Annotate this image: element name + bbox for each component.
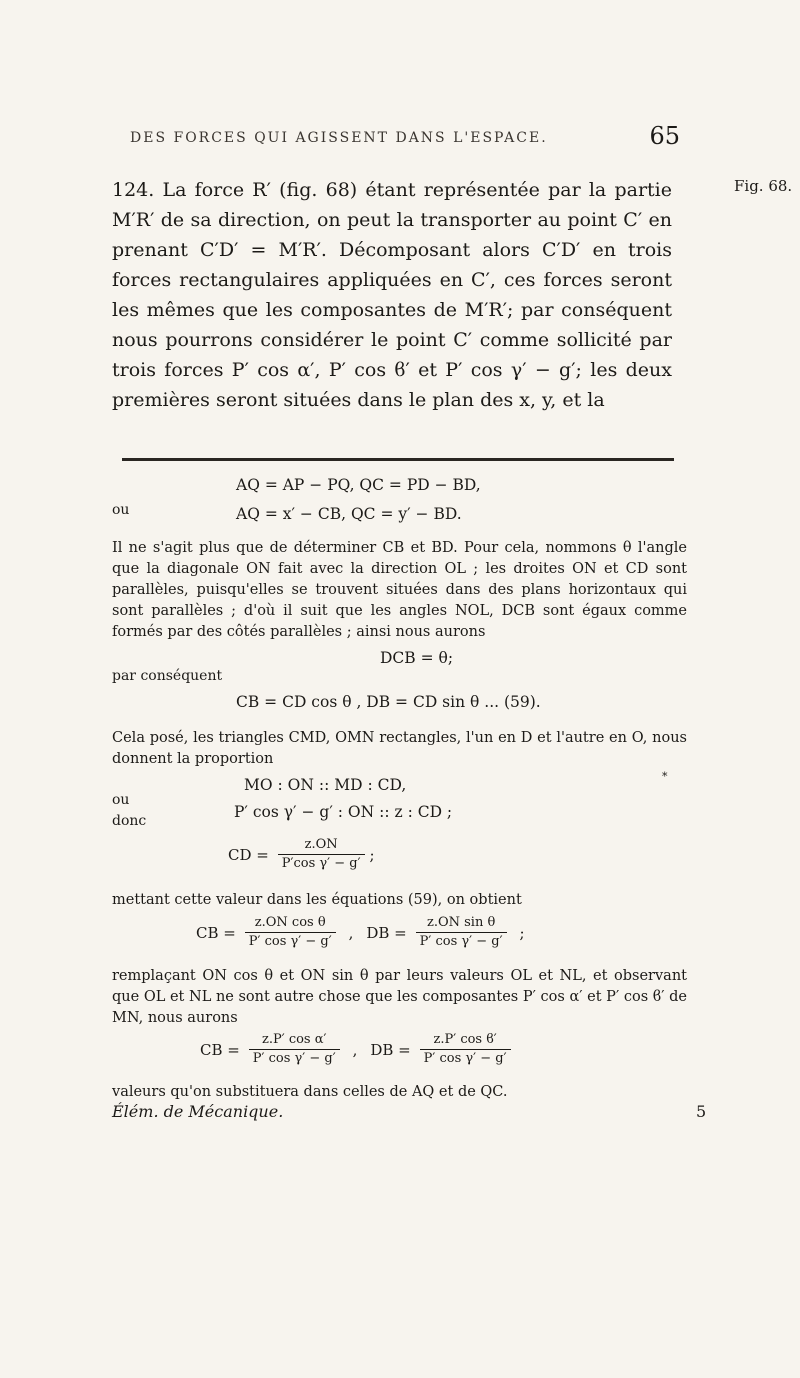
ou-label: ou: [112, 502, 130, 518]
cb2-label: CB =: [200, 1040, 240, 1059]
cb2-denominator: P′ cos γ′ − g′: [252, 1051, 336, 1066]
page-number: 65: [649, 122, 680, 150]
equation-proportion: MO : ON :: MD : CD,: [244, 776, 407, 794]
equation-59: CB = CD cos θ , DB = CD sin θ ... (59).: [236, 693, 541, 711]
cd-denominator: P′cos γ′ − g′: [281, 856, 361, 871]
db2-numerator: z.P′ cos ϐ′: [420, 1031, 511, 1050]
db2-fraction: [420, 1031, 511, 1068]
db2-label: DB =: [370, 1040, 411, 1059]
footer-book-title: Élém. de Mécanique.: [112, 1102, 284, 1121]
cb2-numerator: z.P′ cos α′: [249, 1031, 340, 1050]
note-paragraph-2: Cela posé, les triangles CMD, OMN rectangles, l'un en D et l'autre en O, nous donnent la proportion: [112, 730, 687, 767]
cb2-fraction: [249, 1031, 340, 1068]
cb1-numerator: z.ON cos θ: [245, 914, 336, 933]
equation-aq-qc: AQ = AP − PQ, QC = PD − BD,: [236, 476, 481, 494]
equation-proportion-2: P′ cos γ′ − g′ : ON :: z : CD ;: [234, 803, 453, 821]
note-paragraph-1: Il ne s'agit plus que de déterminer CB et BD. Pour cela, nommons θ l'angle que la diagonale ON fait avec la direction OL ; les droites ON et CD sont parallèles, puisqu'elles se trouvent situées dans des plans horizontaux qui sont parallèles ; d'où il suit que les angles NOL, DCB sont égaux comme formés par des côtés parallèles ; ainsi nous aurons: [112, 540, 687, 640]
ou-label-2: ou: [112, 792, 130, 808]
page-header: [120, 122, 680, 158]
donc-label: donc: [112, 813, 147, 829]
db1-fraction: [416, 914, 507, 951]
star-mark: *: [662, 770, 668, 783]
note-paragraph-4: remplaçant ON cos θ et ON sin θ par leurs valeurs OL et NL, et observant que OL et NL ne sont autre chose que les composantes P′ cos α′ et P′ cos ϐ′ de MN, nous aurons: [112, 968, 687, 1026]
equation-aq-cb: AQ = x′ − CB, QC = y′ − BD.: [236, 505, 462, 523]
db2-denominator: P′ cos γ′ − g′: [423, 1051, 507, 1066]
equation-cd: [228, 836, 379, 873]
db1-label: DB =: [366, 923, 407, 942]
main-paragraph: 124. La force R′ (fig. 68) étant représentée par la partie M′R′ de sa direction, on peut la transporter au point C′ en prenant C′D′ = M′R′. Décomposant alors C′D′ en trois forces rectangulaires appliquées en C′, ces forces seront les mêmes que les composantes de M′R′; par conséquent nous pourrons considérer le point C′ comme sollicité par trois forces P′ cos α′, P′ cos ϐ′ et P′ cos γ′ − g′; les deux premières seront situées dans le plan des x, y, et la: [112, 179, 672, 411]
equation-cb-db-2: CB = $\frac{\text{z.P′ cos α′}}{\text{P′ cos γ′ − g′}}$ , DB = $\frac{\text{z.P′ cos ϐ′}}{\text{P′ cos γ′ − g′}}$: [200, 1031, 511, 1068]
equation-dcb: DCB = θ;: [380, 649, 454, 667]
figure-reference: Fig. 68.: [734, 177, 793, 195]
section-divider: [122, 458, 674, 461]
note-paragraph-5: valeurs qu'on substituera dans celles de AQ et de QC.: [112, 1084, 508, 1100]
cb1-denominator: P′ cos γ′ − g′: [248, 934, 332, 949]
note-paragraph-3: mettant cette valeur dans les équations (59), on obtient: [112, 892, 522, 908]
cd-label: CD =: [228, 845, 269, 864]
par-consequent-label: par conséquent: [112, 668, 223, 684]
cd-fraction: [278, 836, 365, 873]
running-head: DES FORCES QUI AGISSENT DANS L'ESPACE.: [130, 130, 548, 146]
signature-mark: 5: [696, 1102, 707, 1121]
cd-numerator: z.ON: [278, 836, 365, 855]
db1-denominator: P′ cos γ′ − g′: [419, 934, 503, 949]
cd-tail: ;: [369, 845, 375, 864]
db1-numerator: z.ON sin θ: [416, 914, 507, 933]
cb1-fraction: [245, 914, 336, 951]
cb1-label: CB =: [196, 923, 236, 942]
equation-cb-db-1: CB = $\frac{\text{z.ON cos θ}}{\text{P′ cos γ′ − g′}}$ , DB = $\frac{\text{z.ON sin θ}}{\text{P′ cos γ′ − g′}}$ ;: [196, 915, 525, 949]
